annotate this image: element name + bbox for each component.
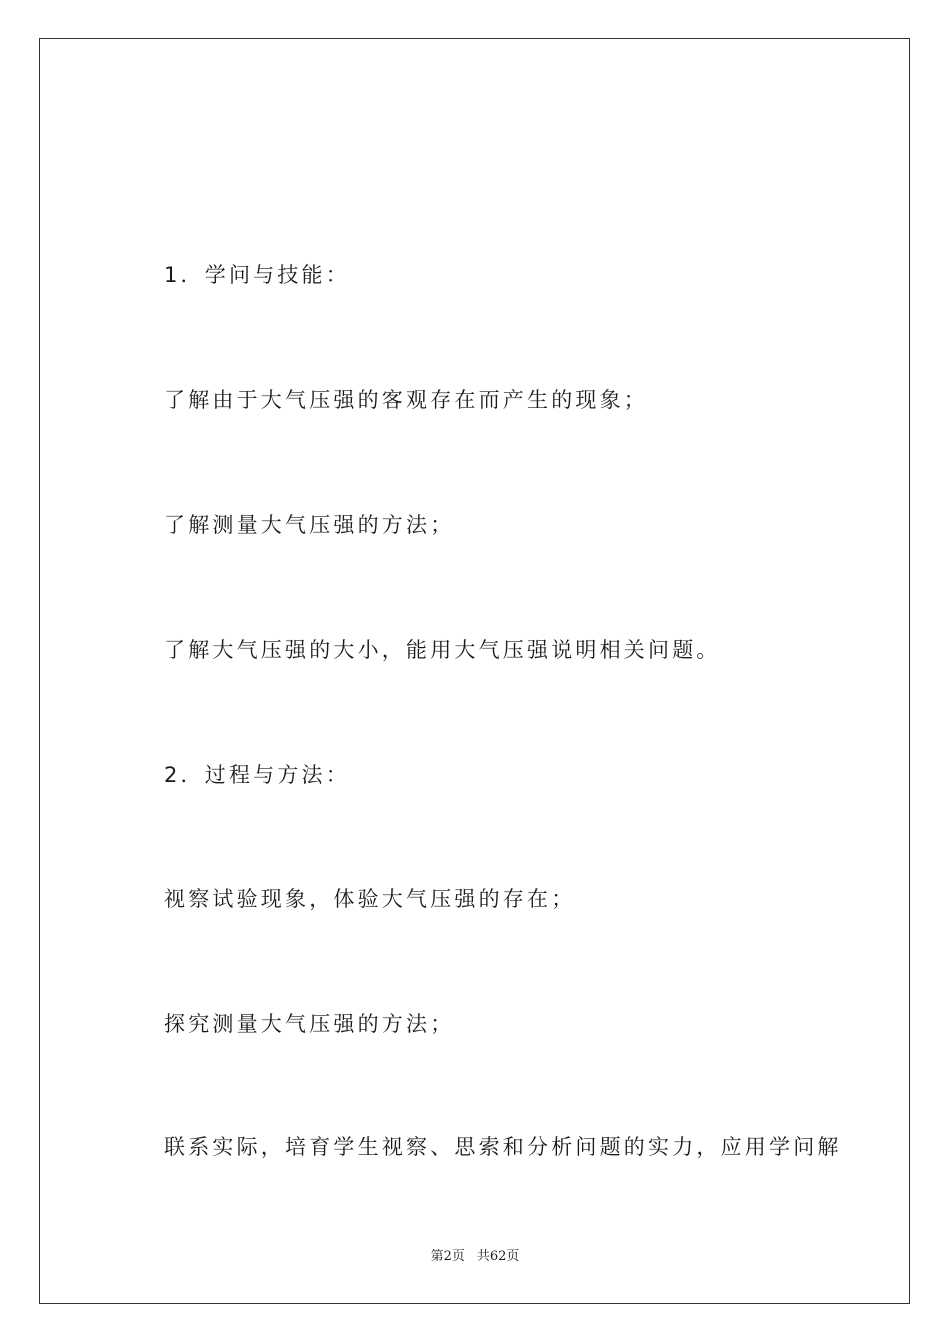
page-number: 第2页	[430, 1249, 465, 1264]
paragraph-line: 了解测量大气压强的方法；	[164, 513, 455, 537]
heading-process-methods: 2．过程与方法：	[164, 763, 350, 787]
paragraph-line: 联系实际，培育学生视察、思索和分析问题的实力，应用学问解	[164, 1135, 842, 1159]
page-total: 共62页	[476, 1249, 520, 1264]
paragraph-line: 探究测量大气压强的方法；	[164, 1012, 455, 1036]
paragraph-line: 了解由于大气压强的客观存在而产生的现象；	[164, 388, 648, 412]
page-footer	[0, 1249, 950, 1265]
heading-knowledge-skills: 1．学问与技能：	[164, 263, 350, 287]
page-border	[39, 38, 910, 1304]
paragraph-line: 视察试验现象，体验大气压强的存在；	[164, 887, 576, 911]
paragraph-line: 了解大气压强的大小，能用大气压强说明相关问题。	[164, 638, 721, 662]
